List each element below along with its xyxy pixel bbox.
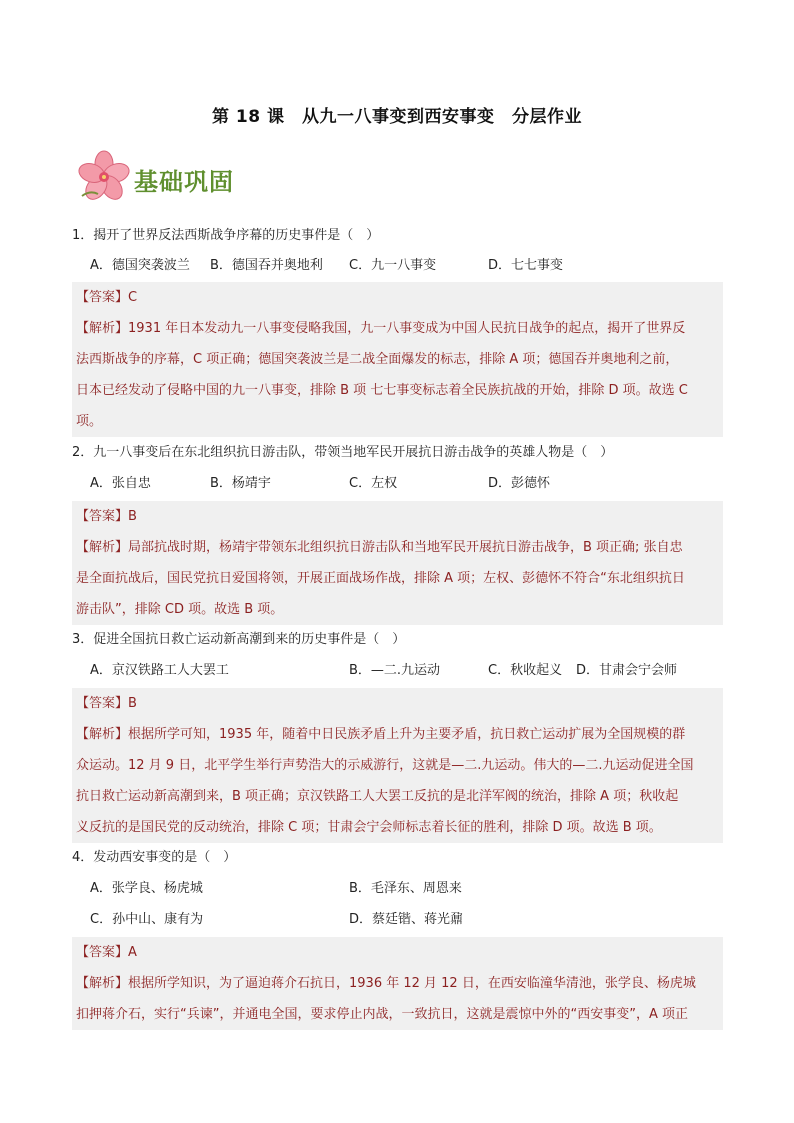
explanation [76,532,723,625]
answer-block [72,282,723,437]
question-options [72,256,732,276]
question-options [72,661,732,681]
question-options [72,910,732,930]
option-b: B．杨靖宇 [210,476,271,491]
explanation-line: 【解析】局部抗战时期，杨靖宇带领东北组织抗日游击队和当地军民开展抗日游击战争，B 项正确; 张自忠 [76,540,683,555]
question-stem: 3．促进全国抗日救亡运动新高潮到来的历史事件是（ ） [72,632,406,647]
option-c: C．孙中山、康有为 [90,912,204,927]
explanation [76,719,723,843]
explanation-line: 法西斯战争的序幕，C 项正确；德国突袭波兰是二战全面爆发的标志，排除 A 项；德国吞并奥地利之前， [76,352,679,367]
question-stem: 1．揭开了世界反法西斯战争序幕的历史事件是（ ） [72,228,380,243]
question-options [72,474,732,494]
explanation-line: 【解析】根据所学可知，1935 年，随着中日民族矛盾上升为主要矛盾，抗日救亡运动扩展为全国规模的群 [76,727,686,742]
option-c: C．左权 [349,476,398,491]
answer-block [72,937,723,1030]
explanation-line: 众运动。12 月 9 日，北平学生举行声势浩大的示威游行，这就是—二.九运动。伟大的—二.九运动促进全国 [76,758,694,773]
page-title: 第 18 课 从九一八事变到西安事变 分层作业 [212,107,582,127]
question-options [72,879,732,899]
option-d: D．彭德怀 [488,476,551,491]
answer-line: 【答案】B [76,509,137,524]
explanation-line: 义反抗的是国民党的反动统治，排除 C 项；甘肃会宁会师标志着长征的胜利，排除 D 项。故选 B 项。 [76,820,662,835]
explanation-line: 游击队”，排除 CD 项。故选 B 项。 [76,602,284,617]
explanation-line: 【解析】1931 年日本发动九一八事变侵略我国，九一八事变成为中国人民抗日战争的起点，揭开了世界反 [76,321,686,336]
explanation [76,313,723,437]
option-d: D．蔡廷锴、蒋光鼐 [349,912,464,927]
section-label: 基础巩固 [134,168,234,196]
question-stem: 4．发动西安事变的是（ ） [72,850,237,865]
explanation [76,968,723,1030]
explanation-line: 抗日救亡运动新高潮到来，B 项正确；京汉铁路工人大罢工反抗的是北洋军阀的统治，排除 A 项；秋收起 [76,789,679,804]
answer-line: 【答案】C [76,290,138,305]
option-d: D．甘肃会宁会师 [576,663,678,678]
explanation-line: 是全面抗战后，国民党抗日爱国将领，开展正面战场作战，排除 A 项；左权、彭德怀不符合“东北组织抗日 [76,571,685,586]
option-b: B．毛泽东、周恩来 [349,881,462,896]
explanation-line: 扣押蒋介石，实行“兵谏”，并通电全国，要求停止内战，一致抗日，这就是震惊中外的“西安事变”，A 项正 [76,1007,688,1022]
answer-line: 【答案】A [76,945,137,960]
option-a: A．张自忠 [90,476,151,491]
option-d: D．七七事变 [488,258,564,273]
flower-icon [76,150,134,204]
question-stem: 2．九一八事变后在东北组织抗日游击队，带领当地军民开展抗日游击战争的英雄人物是（ ） [72,445,614,460]
answer-line: 【答案】B [76,696,137,711]
explanation-line: 日本已经发动了侵略中国的九一八事变，排除 B 项 七七事变标志着全民族抗战的开始，排除 D 项。故选 C [76,383,688,398]
option-a: A．张学良、杨虎城 [90,881,203,896]
option-c: C．九一八事变 [349,258,437,273]
option-c: C．秋收起义 [488,663,563,678]
explanation-line: 项。 [76,414,103,429]
section-header [76,150,276,204]
answer-block [72,688,723,843]
option-a: A．德国突袭波兰 [90,258,190,273]
option-b: B．—二.九运动 [349,663,441,678]
explanation-line: 【解析】根据所学知识，为了逼迫蒋介石抗日，1936 年 12 月 12 日，在西安临潼华清池，张学良、杨虎城 [76,976,696,991]
option-b: B．德国吞并奥地利 [210,258,323,273]
answer-block [72,501,723,625]
option-a: A．京汉铁路工人大罢工 [90,663,229,678]
